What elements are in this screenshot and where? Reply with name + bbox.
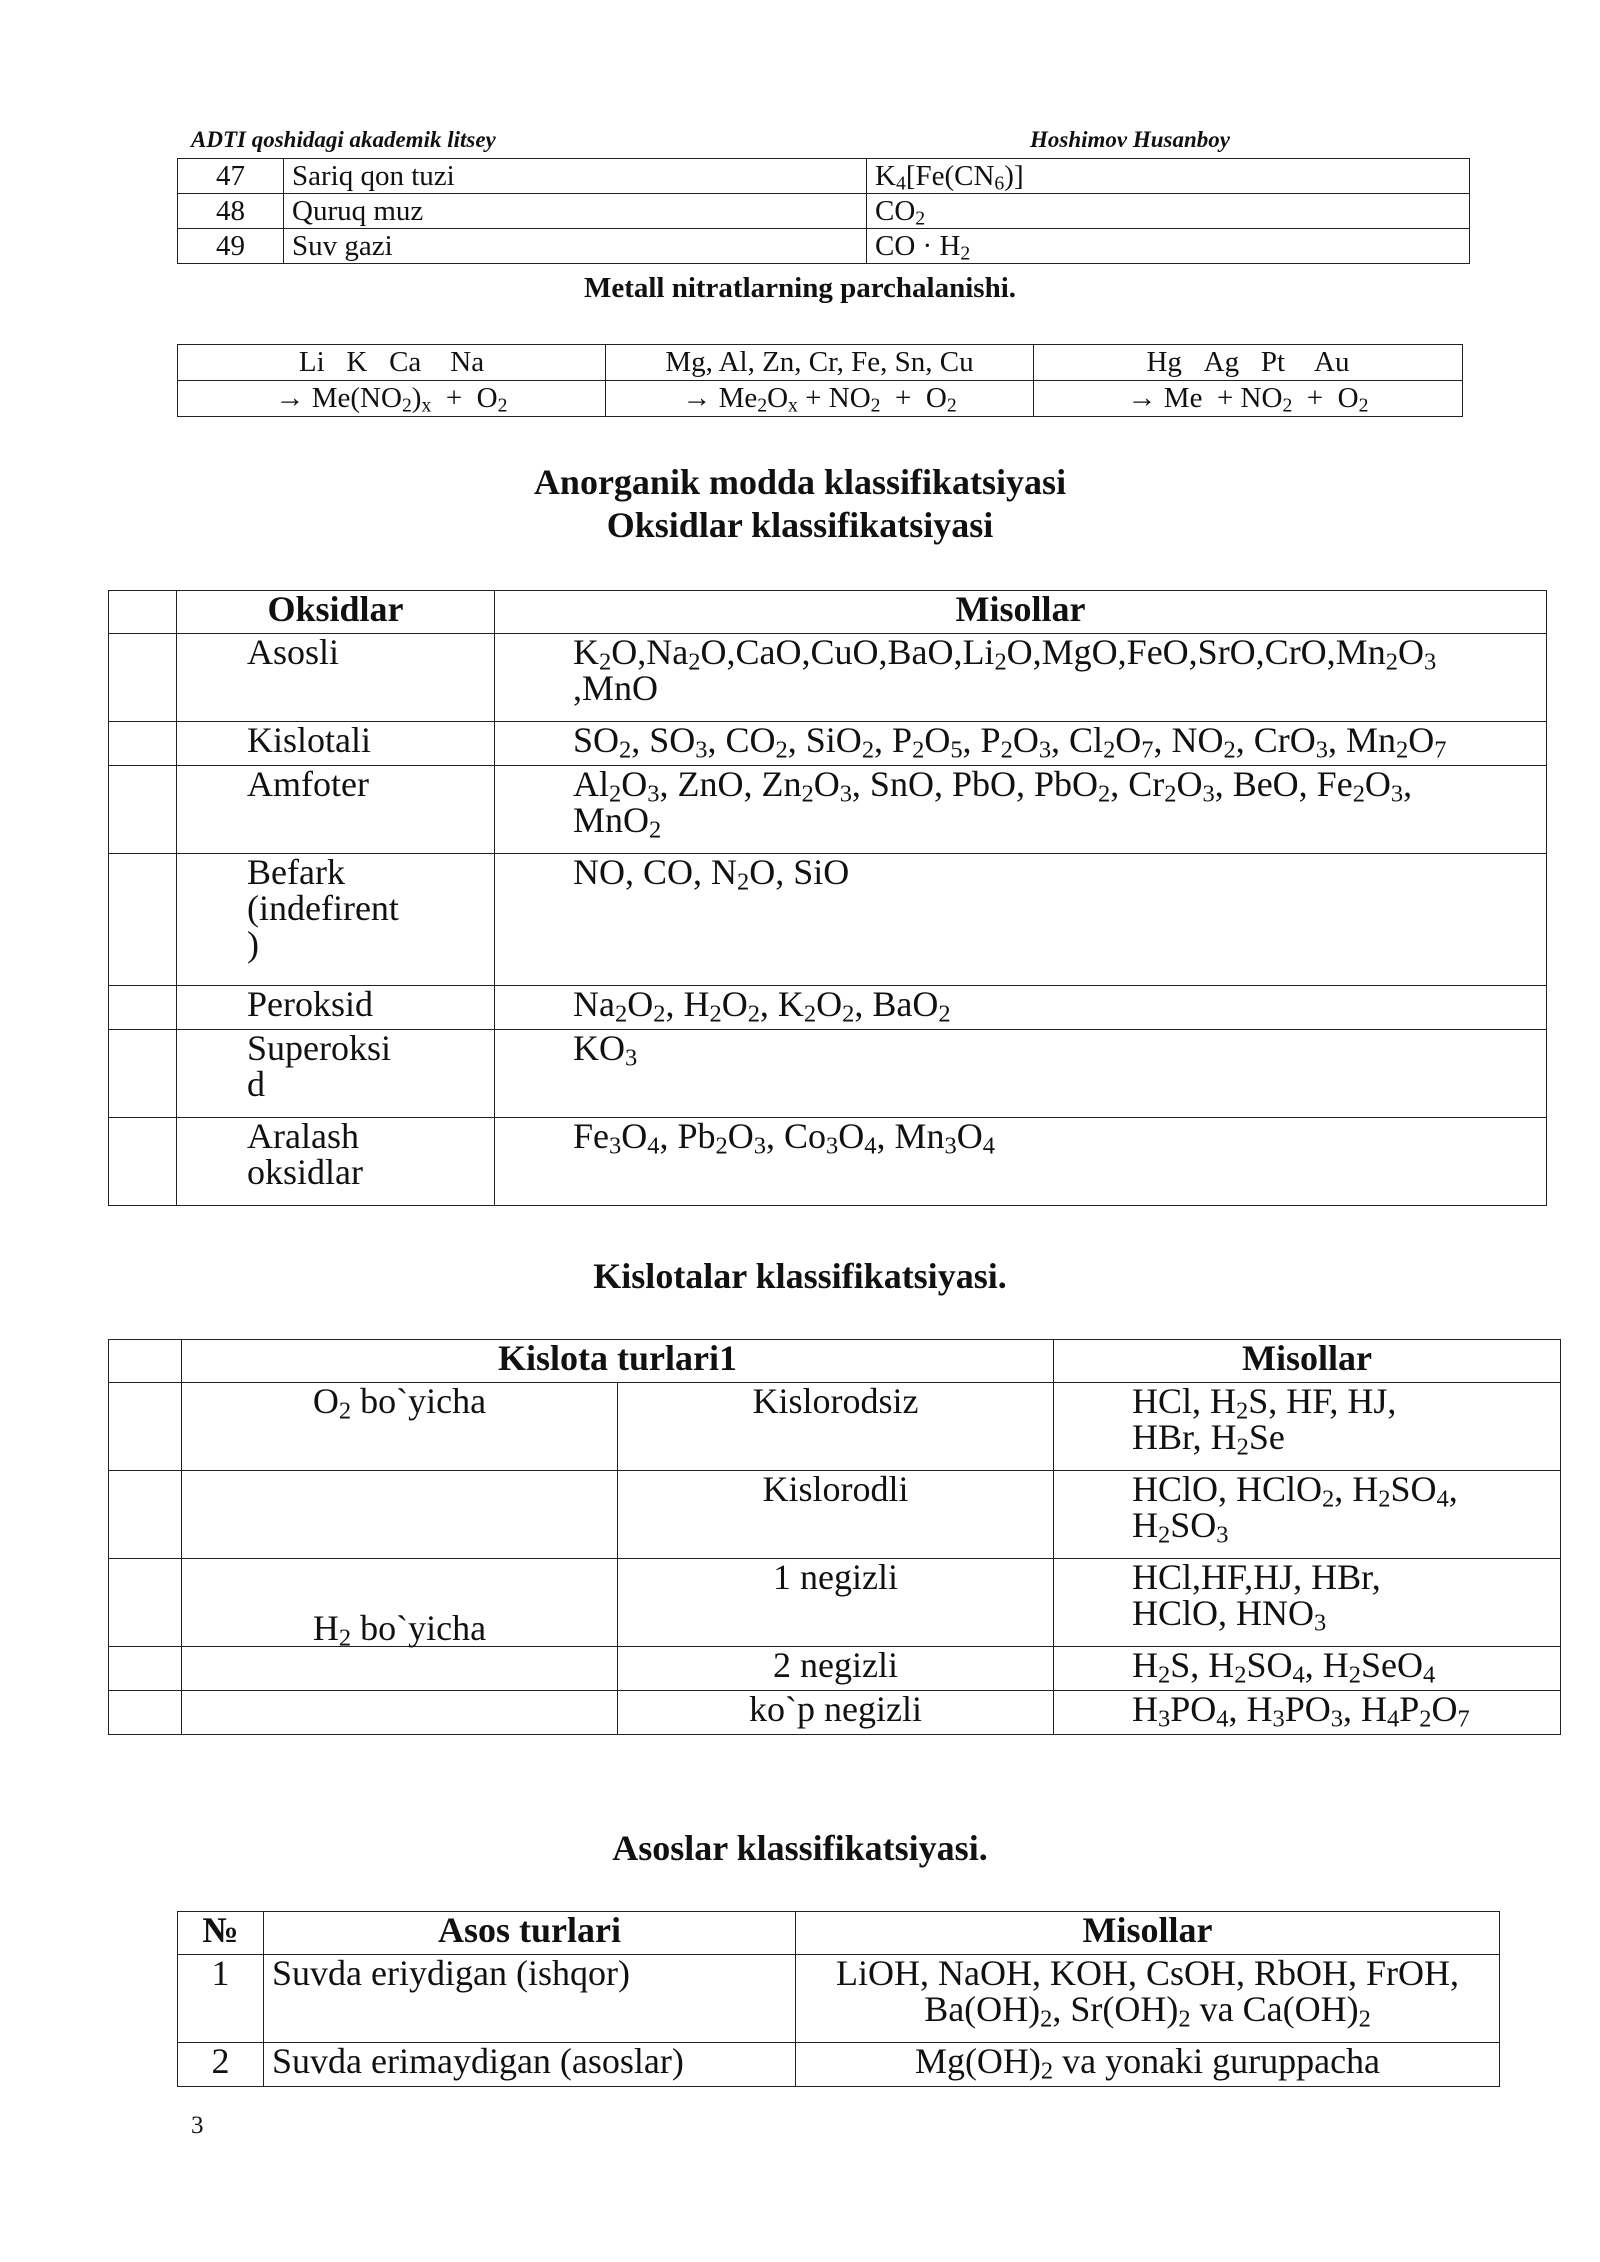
table-row [109, 766, 1547, 854]
acid-examples: HClO, HClO$_2$, $H_2SO_4$, $H_2SO_3$ [1054, 1471, 1561, 1559]
acid-examples: HCl, $H_2S$, HF, HJ, HBr, $H_2Se$ [1054, 1383, 1561, 1471]
table-row [178, 381, 1463, 417]
acids-table [108, 1339, 1561, 1735]
header-right: Hoshimov Husanboy [1030, 127, 1231, 152]
column-header-examples: Misollar [1054, 1340, 1561, 1383]
item-name: Suv gazi [284, 229, 867, 264]
item-formula: CO · $H_2$ [867, 229, 1470, 264]
metal-group: Li K Ca Na [178, 345, 606, 381]
base-type: Suvda eriydigan (ishqor) [264, 1955, 796, 2043]
oxide-type: Kislotali [177, 722, 495, 766]
acid-type: ko`p negizli [618, 1691, 1054, 1735]
table-row [109, 1471, 1561, 1559]
nitrates-table [177, 344, 1463, 417]
decomposition-products: → $Me(NO_2)_x + O_2$ [178, 381, 606, 417]
oxide-examples: NO, CO, $N_2O$, SiO [495, 854, 1547, 986]
oxide-examples: $K_2O,Na_2O,CaO,CuO,BaO,Li_2O,MgO,FeO,SrO,CrO,Mn_2O_3$ ,MnO [495, 634, 1547, 722]
acid-type: Kislorodsiz [618, 1383, 1054, 1471]
oxide-type: Befark (indefirent ) [177, 854, 495, 986]
classification-basis-o2: $O_2$ bo`yicha [182, 1383, 618, 1471]
column-header-examples: Misollar [495, 591, 1547, 634]
table-row [109, 1030, 1547, 1118]
decomposition-products: → $Me + NO_2 + O_2$ [1034, 381, 1463, 417]
table-row [178, 2043, 1500, 2087]
acid-type: 2 negizli [618, 1647, 1054, 1691]
item-number: 47 [178, 159, 284, 194]
decomposition-products: → $Me_2O_x + NO_2 + O_2$ [606, 381, 1034, 417]
classification-basis-h2: $H_2$ bo`yicha [182, 1559, 618, 1647]
base-examples: $Mg(OH)_2$ va yonaki guruppacha [796, 2043, 1500, 2087]
table-row [178, 1955, 1500, 2043]
item-formula: $K_4[Fe(CN_6)]$ [867, 159, 1470, 194]
nitrates-title: Metall nitratlarning parchalanishi. [583, 272, 1017, 304]
page-number: 3 [191, 2112, 204, 2139]
acid-examples: $H_3PO_4$, $H_3PO_3$, $H_4P_2O_7$ [1054, 1691, 1561, 1735]
table-row [109, 1647, 1561, 1691]
acids-title: Kislotalar klassifikatsiyasi. [593, 1256, 1007, 1296]
table-row [178, 345, 1463, 381]
base-number: 1 [178, 1955, 264, 2043]
oxide-type: Asosli [177, 634, 495, 722]
table-row [178, 194, 1470, 229]
table-row [109, 1383, 1561, 1471]
oxides-table [108, 590, 1547, 1206]
header-left: ADTI qoshidagi akademik litsey [191, 127, 496, 152]
item-formula: $CO_2$ [867, 194, 1470, 229]
oxide-examples: $Al_2O_3$, ZnO, $Zn_2O_3$, SnO, PbO, PbO$_2$, $Cr_2O_3$, BeO, $Fe_2O_3$, MnO$_2$ [495, 766, 1547, 854]
oxide-type: Superoksi d [177, 1030, 495, 1118]
acid-examples: HCl,HF,HJ, HBr, HClO, $HNO_3$ [1054, 1559, 1561, 1647]
table-row [109, 1559, 1561, 1647]
table-row [109, 854, 1547, 986]
column-header-examples: Misollar [796, 1912, 1500, 1955]
table-row [109, 986, 1547, 1030]
oxide-examples: $SO_2$, $SO_3$, $CO_2$, SiO$_2$, $P_2O_5$, $P_2O_3$, $Cl_2O_7$, $NO_2$, CrO$_3$, $Mn_2O_7$ [495, 722, 1547, 766]
item-name: Sariq qon tuzi [284, 159, 867, 194]
item-name: Quruq muz [284, 194, 867, 229]
table-header-row [109, 591, 1547, 634]
acid-type: 1 negizli [618, 1559, 1054, 1647]
table-row [178, 229, 1470, 264]
table-row [109, 1691, 1561, 1735]
acid-examples: $H_2S$, $H_2SO_4$, $H_2SeO_4$ [1054, 1647, 1561, 1691]
oxide-examples: $Na_2O_2$, $H_2O_2$, $K_2O_2$, BaO$_2$ [495, 986, 1547, 1030]
oxide-type: Peroksid [177, 986, 495, 1030]
table-row [109, 634, 1547, 722]
column-header-oxides: Oksidlar [177, 591, 495, 634]
column-header-number: № [178, 1912, 264, 1955]
metal-group: Mg, Al, Zn, Cr, Fe, Sn, Cu [606, 345, 1034, 381]
section-title: Anorganik modda klassifikatsiyasi [533, 462, 1067, 502]
oxide-type: Aralash oksidlar [177, 1118, 495, 1206]
table-row [178, 159, 1470, 194]
column-header-base-types: Asos turlari [264, 1912, 796, 1955]
base-type: Suvda erimaydigan (asoslar) [264, 2043, 796, 2087]
bases-table [177, 1911, 1500, 2087]
oxide-type: Amfoter [177, 766, 495, 854]
oxides-title: Oksidlar klassifikatsiyasi [606, 505, 994, 545]
oxide-examples: $Fe_3O_4$, $Pb_2O_3$, $Co_3O_4$, $Mn_3O_4$ [495, 1118, 1547, 1206]
oxide-examples: $KO_3$ [495, 1030, 1547, 1118]
column-header-acid-types: Kislota turlari1 [182, 1340, 1054, 1383]
base-examples: LiOH, NaOH, KOH, CsOH, RbOH, FrOH, $Ba(OH)_2$, $Sr(OH)_2$ va $Ca(OH)_2$ [796, 1955, 1500, 2043]
table-row [109, 1118, 1547, 1206]
item-number: 49 [178, 229, 284, 264]
item-number: 48 [178, 194, 284, 229]
table-header-row [178, 1912, 1500, 1955]
metal-group: Hg Ag Pt Au [1034, 345, 1463, 381]
table-row [109, 722, 1547, 766]
base-number: 2 [178, 2043, 264, 2087]
acid-type: Kislorodli [618, 1471, 1054, 1559]
table-header-row [109, 1340, 1561, 1383]
bases-title: Asoslar klassifikatsiyasi. [612, 1828, 988, 1868]
items-table [177, 158, 1470, 264]
